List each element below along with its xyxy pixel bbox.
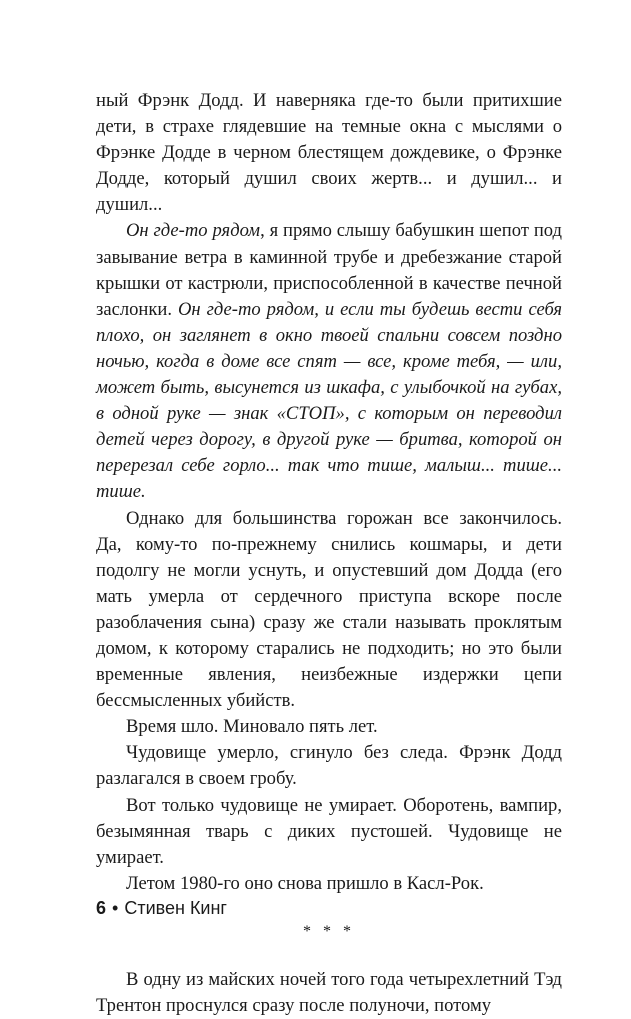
paragraph-2 xyxy=(96,218,562,505)
footer-bullet: • xyxy=(112,898,119,918)
paragraph-2-regular: , я прямо слышу бабушкин шепот под завывание ветра в каминной трубе и дребезжание старой крышки от кастрюли, приспособленной в качестве печной заслонки. xyxy=(96,220,563,320)
paragraph-3: Однако для большинства горожан все закончилось. Да, кому-то по-прежнему снились кошмары, и дети подолгу не могли уснуть, и опустевший дом Додда (его мать умерла от сердечного приступа вскоре после разоблачения сына) сразу же стали называть проклятым домом, к которому старались не подходить; но это были временные явления, неизбежные издержки цепи бессмысленных убийств. xyxy=(96,507,562,712)
page-number: 6 xyxy=(96,898,107,918)
paragraph-5: Чудовище умерло, сгинуло без следа. Фрэнк Додд разлагался в своем гробу. xyxy=(96,742,562,790)
page-text xyxy=(96,88,562,1019)
italic-phrase-1: Он где-то рядом xyxy=(126,220,261,242)
running-head-author: Стивен Кинг xyxy=(124,898,227,918)
paragraph-4: Время шло. Миновало пять лет. xyxy=(126,716,378,738)
section-separator: * * * xyxy=(303,922,355,940)
paragraph-8: В одну из майских ночей того года четырехлетний Тэд Трентон проснулся сразу после полуночи, потому xyxy=(96,969,562,1017)
paragraph-7: Летом 1980-го оно снова пришло в Касл-Рок. xyxy=(126,872,484,894)
paragraph-6: Вот только чудовище не умирает. Оборотень, вампир, безымянная тварь с диких пустошей. Чудовище не умирает. xyxy=(96,794,562,868)
page-footer xyxy=(96,898,227,919)
paragraph-1: ный Фрэнк Додд. И наверняка где-то были притихшие дети, в страхе глядевшие на темные окна с мыслями о Фрэнке Додде в черном блестящем дождевике, о Фрэнке Додде, который душил своих жертв... и душил... и душил... xyxy=(96,90,562,216)
italic-passage-2: Он где-то рядом, и если ты будешь вести себя плохо, он заглянет в окно твоей спальни совсем поздно ночью, когда в доме все спят — все, кроме тебя, — или, может быть, высунется из шкафа, с улыбочкой на губах, в одной руке — знак «СТОП», с которым он переводил детей через дорогу, в другой руке — бритва, которой он перерезал себе горло... так что тише, малыш... тише... тише. xyxy=(96,298,562,503)
